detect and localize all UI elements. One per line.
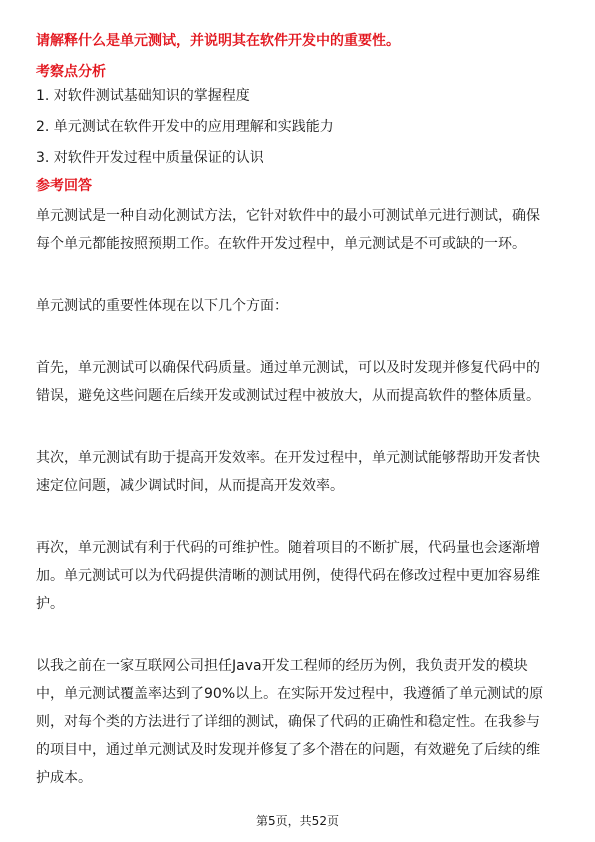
paragraph-line: 则，对每个类的方法进行了详细的测试，确保了代码的正确性和稳定性。在我参与	[36, 714, 540, 730]
paragraph-line: 单元测试是一种自动化测试方法，它针对软件中的最小可测试单元进行测试，确保	[36, 208, 540, 224]
paragraph-line: 中，单元测试覆盖率达到了90%以上。在实际开发过程中，我遵循了单元测试的原	[36, 686, 544, 702]
analysis-item: 3. 对软件开发过程中质量保证的认识	[36, 150, 264, 166]
paragraph-line: 单元测试的重要性体现在以下几个方面：	[36, 298, 288, 314]
paragraph-line: 错误，避免这些问题在后续开发或测试过程中被放大，从而提高软件的整体质量。	[36, 388, 540, 404]
answer-heading: 参考回答	[36, 178, 92, 194]
answer-paragraph	[36, 444, 561, 500]
answer-paragraph	[36, 354, 561, 410]
analysis-item: 2. 单元测试在软件开发中的应用理解和实践能力	[36, 119, 334, 135]
answer-paragraph	[36, 534, 561, 618]
analysis-list	[36, 86, 334, 179]
paragraph-line: 以我之前在一家互联网公司担任Java开发工程师的经历为例，我负责开发的模块	[36, 658, 528, 674]
page-number: 第5页，共52页	[256, 814, 339, 828]
paragraph-line: 加。单元测试可以为代码提供清晰的测试用例，使得代码在修改过程中更加容易维	[36, 568, 540, 584]
paragraph-line: 护。	[36, 596, 64, 612]
answer-body	[36, 202, 561, 792]
paragraph-line: 首先，单元测试可以确保代码质量。通过单元测试，可以及时发现并修复代码中的	[36, 360, 540, 376]
paragraph-line: 的项目中，通过单元测试及时发现并修复了多个潜在的问题，有效避免了后续的维	[36, 742, 540, 758]
paragraph-line: 速定位问题，减少调试时间，从而提高开发效率。	[36, 478, 344, 494]
paragraph-line: 再次，单元测试有利于代码的可维护性。随着项目的不断扩展，代码量也会逐渐增	[36, 540, 540, 556]
answer-paragraph	[36, 292, 561, 320]
question-title: 请解释什么是单元测试，并说明其在软件开发中的重要性。	[36, 33, 400, 49]
paragraph-line: 每个单元都能按照预期工作。在软件开发过程中，单元测试是不可或缺的一环。	[36, 236, 526, 252]
analysis-heading: 考察点分析	[36, 64, 106, 80]
analysis-item: 1. 对软件测试基础知识的掌握程度	[36, 88, 250, 104]
paragraph-line: 护成本。	[36, 770, 92, 786]
answer-paragraph	[36, 652, 561, 792]
paragraph-line: 其次，单元测试有助于提高开发效率。在开发过程中，单元测试能够帮助开发者快	[36, 450, 540, 466]
answer-paragraph	[36, 202, 561, 258]
